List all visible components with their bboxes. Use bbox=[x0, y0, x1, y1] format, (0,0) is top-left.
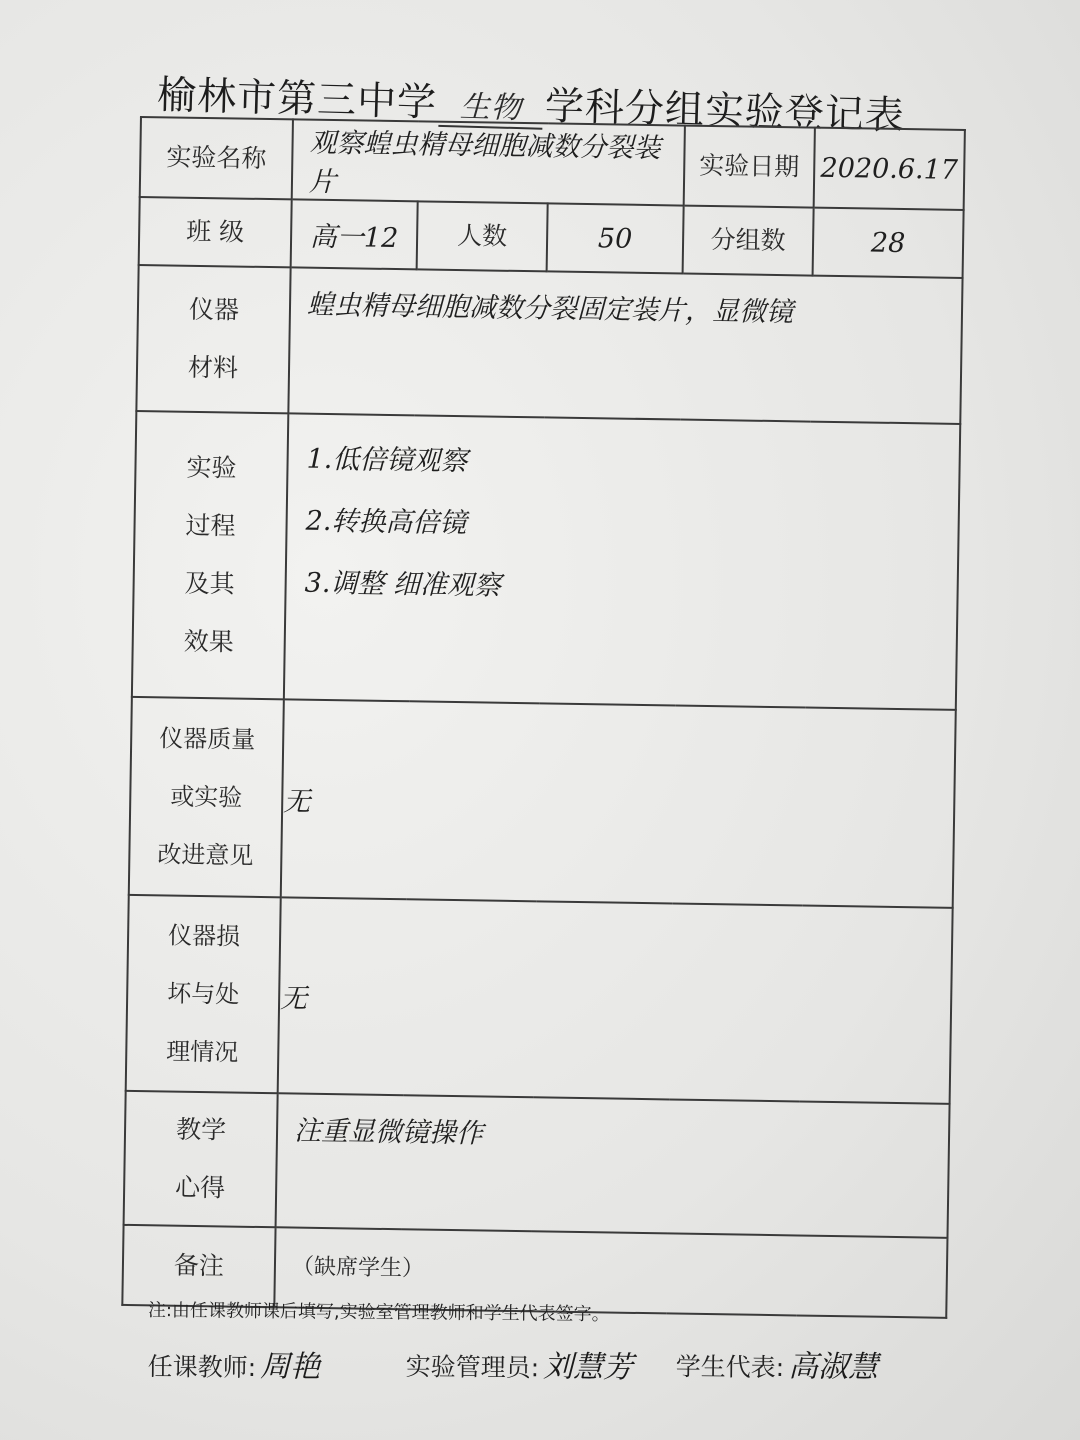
materials-value: 蝗虫精母细胞减数分裂固定装片，显微镜 bbox=[288, 267, 962, 424]
student-rep-signature-block bbox=[676, 1340, 879, 1386]
damage-label bbox=[126, 895, 281, 1093]
student-rep-label: 学生代表: bbox=[675, 1351, 785, 1383]
damage-label-line1: 仪器损 bbox=[167, 921, 241, 951]
process-label-line4: 效果 bbox=[183, 626, 234, 657]
row-class bbox=[139, 197, 964, 278]
process-label bbox=[132, 411, 288, 699]
process-step-3: 3.调整 细准观察 bbox=[304, 567, 502, 602]
remarks-value: （缺席学生） bbox=[274, 1227, 947, 1318]
damage-label-line3: 理情况 bbox=[166, 1037, 239, 1067]
groups-value: 28 bbox=[813, 208, 964, 278]
footnote: 注:由任课教师课后填写,实验室管理教师和学生代表签字。 bbox=[147, 1299, 610, 1326]
process-step-2: 2.转换高倍镜 bbox=[305, 505, 467, 540]
quality-label bbox=[129, 697, 284, 897]
teaching-label-line1: 教学 bbox=[175, 1114, 227, 1145]
row-experiment-name bbox=[140, 117, 965, 210]
remarks-label: 备注 bbox=[122, 1225, 275, 1307]
damage-label-line2: 坏与处 bbox=[166, 979, 240, 1009]
quality-label-line3: 改进意见 bbox=[157, 840, 254, 870]
class-value: 高一12 bbox=[291, 199, 418, 269]
quality-label-line2: 或实验 bbox=[170, 782, 243, 812]
title-suffix: 学科分组实验登记表 bbox=[544, 83, 906, 139]
admin-signature: 刘慧芳 bbox=[542, 1349, 634, 1386]
damage-value: 无 bbox=[278, 897, 953, 1104]
teacher-label: 任课教师: bbox=[147, 1351, 257, 1383]
subject-handwritten: 生物 bbox=[438, 81, 543, 130]
student-rep-signature: 高淑慧 bbox=[787, 1349, 879, 1386]
row-process bbox=[132, 411, 960, 710]
quality-value: 无 bbox=[281, 699, 956, 908]
materials-label bbox=[136, 265, 290, 413]
teaching-label-line2: 心得 bbox=[174, 1172, 226, 1203]
materials-label-line1: 仪器 bbox=[188, 294, 240, 325]
process-label-line2: 过程 bbox=[185, 510, 236, 541]
teaching-label bbox=[124, 1091, 278, 1227]
form-table bbox=[121, 116, 966, 1319]
materials-label-line2: 材料 bbox=[187, 352, 239, 383]
experiment-date-label: 实验日期 bbox=[684, 126, 815, 208]
quality-label-line1: 仪器质量 bbox=[159, 724, 256, 754]
admin-signature-block bbox=[406, 1340, 634, 1386]
process-label-line1: 实验 bbox=[186, 452, 237, 483]
teacher-signature: 周艳 bbox=[259, 1349, 321, 1385]
experiment-name-value: 观察蝗虫精母细胞减数分裂装片 bbox=[292, 119, 685, 205]
row-teaching bbox=[124, 1091, 950, 1238]
people-value: 50 bbox=[547, 203, 684, 273]
teaching-value: 注重显微镜操作 bbox=[276, 1093, 950, 1238]
row-damage bbox=[126, 895, 953, 1104]
people-label: 人数 bbox=[417, 201, 548, 271]
registration-form bbox=[121, 116, 963, 1309]
class-label: 班 级 bbox=[139, 197, 292, 267]
row-quality bbox=[129, 697, 956, 908]
process-label-line3: 及其 bbox=[184, 568, 235, 599]
experiment-date-value: 2020.6.17 bbox=[814, 128, 965, 210]
teacher-signature-block bbox=[148, 1340, 321, 1386]
process-step-1: 1.低倍镜观察 bbox=[306, 443, 468, 478]
admin-label: 实验管理员: bbox=[405, 1351, 540, 1383]
title-prefix: 榆林市第三中学 bbox=[156, 72, 438, 126]
row-materials bbox=[136, 265, 962, 424]
groups-label: 分组数 bbox=[683, 206, 814, 276]
process-steps bbox=[284, 413, 960, 710]
experiment-name-label: 实验名称 bbox=[140, 117, 293, 199]
